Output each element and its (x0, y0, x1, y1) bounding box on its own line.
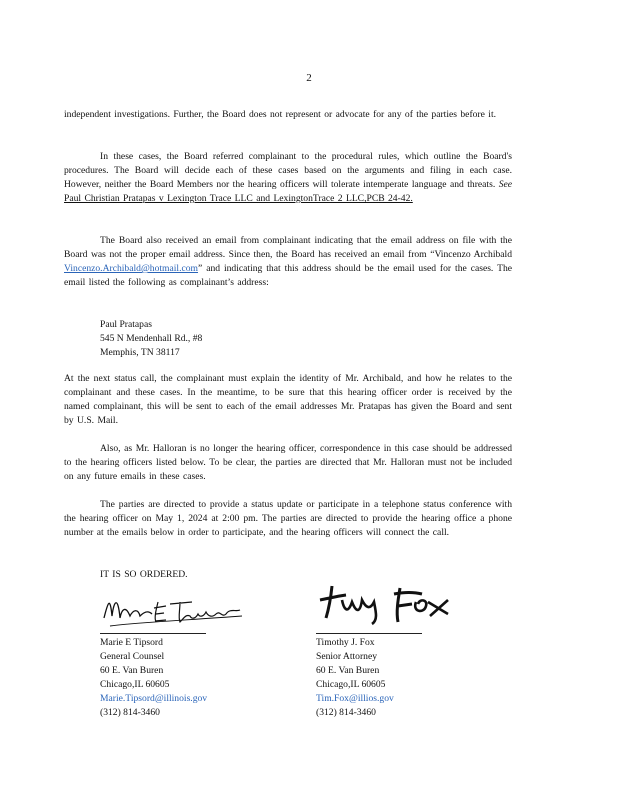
signer-phone: (312) 814-3460 (316, 707, 376, 718)
paragraph-email-address (64, 234, 512, 290)
signature-line (100, 633, 206, 634)
signer-name: Marie E Tipsord (100, 637, 163, 648)
email-paragraph-start: The Board also received an email from complainant indicating that the email address on file with the Board was not the proper email address. Since then, the Board has received an email from “Vincenzo Archibald (64, 235, 512, 260)
signer-city: Chicago,IL 60605 (100, 679, 170, 690)
address-street: 545 N Mendenhall Rd., #8 (100, 333, 203, 344)
archibald-email-link[interactable]: Vincenzo.Archibald@hotmail.com (64, 263, 199, 274)
complainant-address (100, 318, 202, 360)
signer-street: 60 E. Van Buren (100, 665, 164, 676)
email-paragraph-end: ” and indicating that this address should be the email used for the cases. The email listed the following as complainant’s address: (64, 263, 512, 288)
signer-email-link[interactable]: Tim.Fox@illios.gov (316, 693, 394, 704)
address-city: Memphis, TN 38117 (100, 347, 180, 358)
so-ordered: IT IS SO ORDERED. (100, 569, 188, 580)
signature-block-tipsord (100, 633, 207, 720)
signature-block-fox (316, 633, 422, 720)
signer-phone: (312) 814-3460 (100, 707, 160, 718)
page-number: 2 (306, 72, 312, 84)
paragraph-archibald-identity: At the next status call, the complainant must explain the identity of Mr. Archibald, and how he relates to the complainant and these cases. In the meantime, to be sure that this hearing officer order is received by the named complainant, this will be sent to each of the email addresses Mr. Pratapas has given the Board and sent by U.S. Mail. (64, 373, 512, 426)
procedural-rules-text: In these cases, the Board referred complainant to the procedural rules, which outline the Board's procedures. The Board will decide each of these cases based on the arguments and filing in each case. However, neither the Board Members nor the hearing officers will tolerate intemperate language and threats. (64, 151, 512, 190)
paragraph-status-conference: The parties are directed to provide a status update or participate in a telephone status conference with the hearing officer on May 1, 2024 at 2:00 pm. The parties are directed to provide the hearing office a phone number at the emails below in order to participate, and the hearing officers will connect the call. (64, 499, 512, 538)
signer-title: General Counsel (100, 651, 165, 662)
signer-name: Timothy J. Fox (316, 637, 375, 648)
signer-street: 60 E. Van Buren (316, 665, 380, 676)
see-signal: See (498, 179, 513, 190)
paragraph-investigations: independent investigations. Further, the Board does not represent or advocate for any of the parties before it. (64, 109, 497, 120)
fox-signature (316, 578, 456, 628)
paragraph-halloran: Also, as Mr. Halloran is no longer the hearing officer, correspondence in this case should be addressed to the hearing officers listed below. To be clear, the parties are directed that Mr. Halloran must not be included on any future emails in these cases. (64, 443, 512, 482)
signature-line (316, 633, 422, 634)
tipsord-signature (100, 588, 250, 632)
signer-title: Senior Attorney (316, 651, 378, 662)
paragraph-procedural-rules (64, 150, 512, 206)
case-citation: Paul Christian Pratapas v Lexington Trace LLC and LexingtonTrace 2 LLC,PCB 24-42. (64, 193, 413, 204)
address-name: Paul Pratapas (100, 319, 152, 330)
signer-email-link[interactable]: Marie.Tipsord@illinois.gov (100, 693, 208, 704)
signer-city: Chicago,IL 60605 (316, 679, 386, 690)
